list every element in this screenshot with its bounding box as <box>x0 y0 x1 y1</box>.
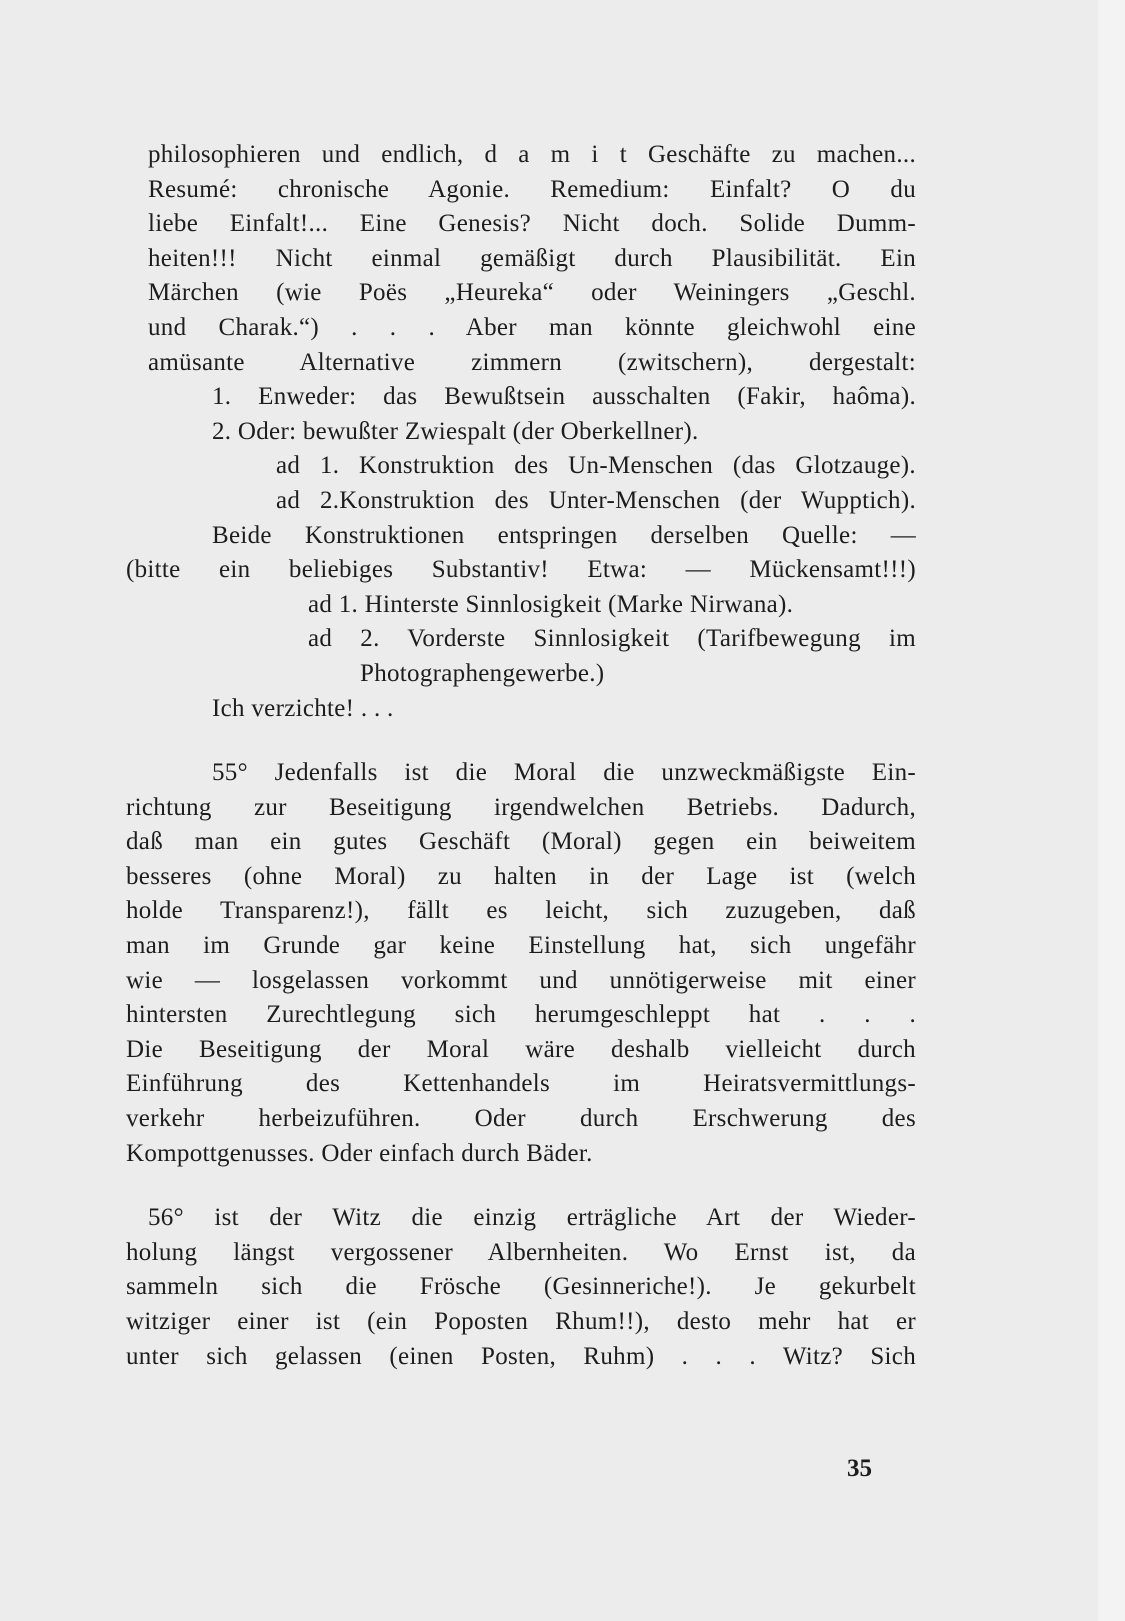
text-line: witziger einer ist (ein Poposten Rhum!!), desto mehr hat er <box>126 1308 916 1335</box>
text-line: richtung zur Beseitigung irgendwelchen Betriebs. Dadurch, <box>126 793 916 821</box>
text-line: sammeln sich die Frösche (Gesinneriche!). Je gekurbelt <box>126 1273 916 1301</box>
text-line: amüsante Alternative zimmern (zwitschern), dergestalt: <box>148 348 916 376</box>
text-line: Ich verzichte! . . . <box>212 694 394 722</box>
paragraph-56 <box>126 1201 916 1374</box>
page-text <box>126 138 916 1374</box>
text-line: daß man ein gutes Geschäft (Moral) gegen ein beiweitem <box>126 828 916 856</box>
text-line: holde Transparenz!), fällt es leicht, sich zuzugeben, daß <box>126 897 916 925</box>
list-item: ad 1. Konstruktion des Un-Menschen (das Glotzauge). <box>276 452 916 480</box>
text-line: verkehr herbeizuführen. Oder durch Erschwerung des <box>126 1105 916 1133</box>
list-item: ad 2. Vorderste Sinnlosigkeit (Tarifbewegung im <box>308 625 916 653</box>
list-item: 2. Oder: bewußter Zwiespalt (der Oberkellner). <box>212 417 699 445</box>
text-line: holung längst vergossener Albernheiten. Wo Ernst ist, da <box>126 1238 916 1266</box>
text-line: besseres (ohne Moral) zu halten in der Lage ist (welch <box>126 862 916 890</box>
text-line: Kompottgenusses. Oder einfach durch Bäder. <box>126 1139 593 1167</box>
text-line: 55° Jedenfalls ist die Moral die unzweckmäßigste Ein- <box>212 759 916 787</box>
paragraph-intro <box>126 138 916 726</box>
text-line: Beide Konstruktionen entspringen derselben Quelle: — <box>212 521 916 549</box>
text-line: Resumé: chronische Agonie. Remedium: Einfalt? O du <box>148 175 916 203</box>
text-line: Die Beseitigung der Moral wäre deshalb vielleicht durch <box>126 1035 916 1063</box>
page-edge <box>1098 0 1125 1621</box>
list-item: 1. Enweder: das Bewußtsein ausschalten (Fakir, haôma). <box>212 383 916 411</box>
text-line: Einführung des Kettenhandels im Heiratsvermittlungs- <box>126 1070 916 1098</box>
text-line: 56° ist der Witz die einzig erträgliche Art der Wieder- <box>148 1204 916 1232</box>
text-line: (bitte ein beliebiges Substantiv! Etwa: — Mückensamt!!!) <box>126 556 916 584</box>
text-line: unter sich gelassen (einen Posten, Ruhm) . . . Witz? Sich <box>126 1342 916 1370</box>
text-line: und Charak.“) . . . Aber man könnte gleichwohl eine <box>148 313 916 341</box>
text-line: philosophieren und endlich, d a m i t Geschäfte zu machen... <box>148 141 916 168</box>
list-item: ad 1. Hinterste Sinnlosigkeit (Marke Nirwana). <box>308 590 794 618</box>
list-item: ad 2.Konstruktion des Unter-Menschen (der Wupptich). <box>276 486 916 514</box>
text-line: hintersten Zurechtlegung sich herumgeschleppt hat . . . <box>126 1001 916 1029</box>
text-line: heiten!!! Nicht einmal gemäßigt durch Plausibilität. Ein <box>148 244 916 272</box>
list-item: Photographengewerbe.) <box>360 659 605 687</box>
text-line: liebe Einfalt!... Eine Genesis? Nicht doch. Solide Dumm- <box>148 210 916 238</box>
text-line: Märchen (wie Poës „Heureka“ oder Weiningers „Geschl. <box>148 279 916 307</box>
page-number: 35 <box>847 1455 872 1482</box>
text-line: wie — losgelassen vorkommt und unnötigerweise mit einer <box>126 966 916 994</box>
text-line: man im Grunde gar keine Einstellung hat, sich ungefähr <box>126 932 916 960</box>
paragraph-55 <box>126 756 916 1171</box>
